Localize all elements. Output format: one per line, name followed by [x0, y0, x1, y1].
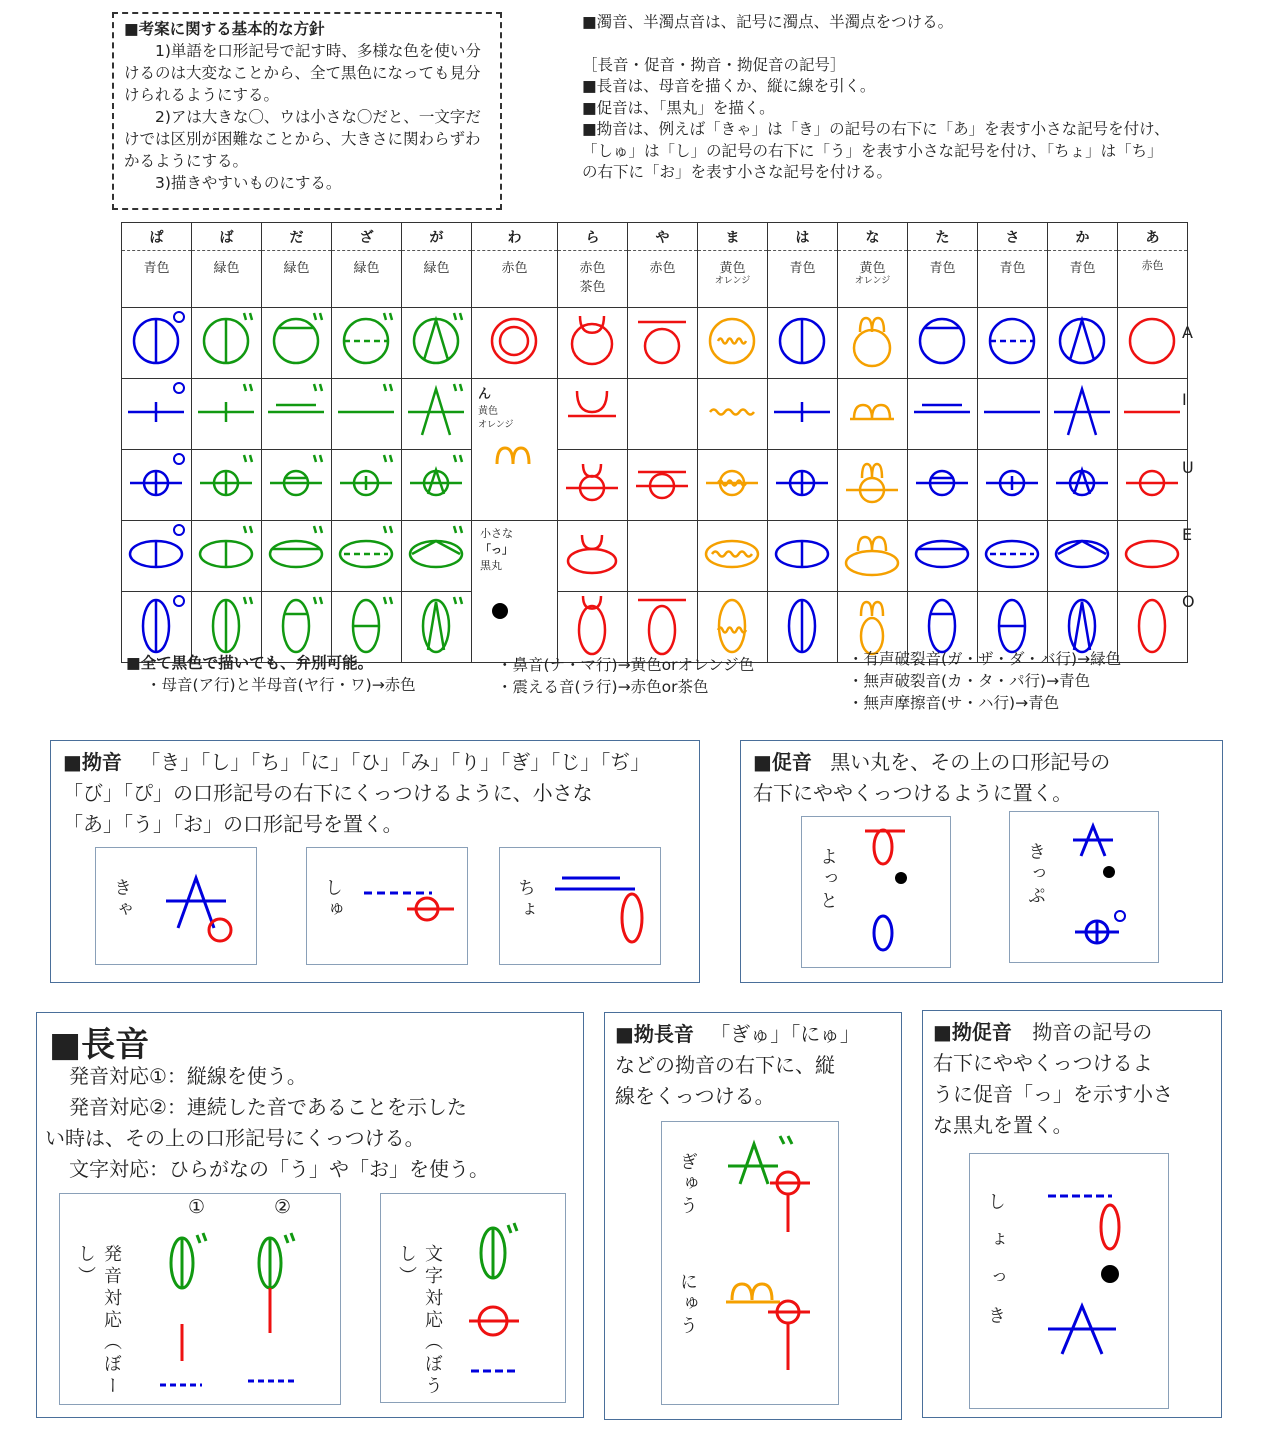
cho-symbol: [550, 863, 660, 958]
kana-header-10: な: [838, 223, 908, 251]
sokuon-text-2: 右下にややくっつけるように置く。: [753, 781, 1073, 805]
sokuon-example-kippu: [1009, 811, 1159, 963]
chouon-letter-label: 文字対応（ぼうし）: [396, 1244, 443, 1398]
symbol-cell: [1118, 379, 1188, 450]
symbol-cell: [838, 450, 908, 521]
symbol-は-o: [768, 592, 837, 658]
note-long: ■長音は、母音を描くか、縦に線を引く。: [582, 77, 876, 95]
policy-box: [112, 12, 502, 210]
color-label: 緑色: [423, 261, 450, 276]
symbol-ば-o: [192, 592, 261, 658]
symbol-cell: [698, 521, 768, 592]
sokuon-example-yotto: [801, 816, 951, 968]
symbol-た-e: [908, 521, 977, 587]
color-label: 黄色: [859, 261, 886, 276]
chouon-line-2: 発音対応②：連続した音であることを示した: [69, 1095, 467, 1119]
chouon-line-3: い時は、その上の口形記号にくっつける。: [45, 1126, 425, 1150]
color-label: 緑色: [353, 261, 380, 276]
yousoku-title: ■拗促音: [933, 1020, 1012, 1044]
n-cell: [472, 379, 558, 521]
color-cell-5: [472, 251, 558, 308]
youon-text-1: 「き」「し」「ち」「に」「ひ」「み」「り」「ぎ」「じ」「ぢ」: [140, 750, 651, 774]
n-symbol: [487, 434, 542, 474]
symbol-cell: [1048, 450, 1118, 521]
kya-symbol: [156, 866, 246, 946]
chouon-pron-symbols: [150, 1229, 330, 1399]
youon-example-shu: [306, 847, 468, 965]
symbol-cell: [472, 308, 558, 379]
color-label: 赤色: [1141, 259, 1164, 272]
symbol-ま-e: [698, 521, 767, 587]
symbol-ま-o: [698, 592, 767, 658]
symbol-ざ-i: [332, 379, 401, 445]
symbol-cell: [192, 308, 262, 379]
legend-a: ・母音(ア行)と半母音(ヤ行・ワ)→赤色: [146, 676, 416, 694]
symbol-ら-i: [558, 379, 627, 445]
kana-header-8: ま: [698, 223, 768, 251]
small-tsu-line2: 「っ」: [480, 543, 513, 556]
symbol-cell: [122, 521, 192, 592]
symbol-cell: [558, 450, 628, 521]
symbol-が-e: [402, 521, 471, 587]
color-cell-9: [768, 251, 838, 308]
color-label: 青色: [1069, 261, 1096, 276]
symbol-ぱ-u: [122, 450, 191, 516]
kana-header-6: ら: [558, 223, 628, 251]
symbol-cell: [768, 450, 838, 521]
symbol-cell: [838, 379, 908, 450]
legend-c1: ・有声破裂音(ガ・ザ・ダ・バ行)→緑色: [848, 650, 1122, 668]
wa-a-symbol: [480, 308, 549, 374]
n-color: 黄色: [478, 406, 498, 417]
symbol-cell: [698, 450, 768, 521]
color-sublabel: オレンジ: [714, 276, 751, 286]
symbol-cell: [768, 308, 838, 379]
symbol-cell: [122, 308, 192, 379]
symbol-や-u: [628, 450, 697, 516]
chouon-num-1: ①: [188, 1196, 206, 1218]
color-label: 緑色: [283, 261, 310, 276]
color-label: 青色: [789, 261, 816, 276]
symbol-さ-u: [978, 450, 1047, 516]
notes-block: [582, 12, 1172, 184]
symbol-ぱ-e: [122, 521, 191, 587]
kana-header-9: は: [768, 223, 838, 251]
kana-header-14: あ: [1118, 223, 1188, 251]
symbol-cell: [908, 450, 978, 521]
symbol-cell: [122, 450, 192, 521]
symbol-cell: [558, 379, 628, 450]
color-cell-11: [908, 251, 978, 308]
legend-col-2: [497, 654, 754, 698]
symbol-ざ-e: [332, 521, 401, 587]
symbol-ば-a: [192, 308, 261, 374]
kana-header-7: や: [628, 223, 698, 251]
symbol-あ-a: [1118, 308, 1187, 374]
color-cell-14: [1118, 251, 1188, 308]
row-u: [122, 450, 1188, 521]
color-cell-10: [838, 251, 908, 308]
symbol-な-a: [838, 308, 907, 374]
symbol-cell: [978, 450, 1048, 521]
symbol-は-i: [768, 379, 837, 445]
symbol-cell: [262, 379, 332, 450]
youchou-box: [604, 1012, 902, 1420]
chouon-title: ■長音: [49, 1025, 150, 1065]
symbol-cell: [122, 379, 192, 450]
sokuon-example-kippu-label: きっぷ: [1025, 842, 1046, 908]
symbol-cell: [558, 308, 628, 379]
color-label: 緑色: [213, 261, 240, 276]
symbol-cell: [628, 308, 698, 379]
symbol-ら-o: [558, 592, 627, 658]
youchou-example-gyuu: ぎゅう: [677, 1152, 698, 1218]
youon-box: [50, 740, 700, 983]
kana-header-12: さ: [978, 223, 1048, 251]
symbol-ま-a: [698, 308, 767, 374]
legend-b1: ・鼻音(ナ・マ行)→黄色orオレンジ色: [497, 656, 755, 674]
yousoku-text-2: 右下にややくっつけるよ: [933, 1051, 1153, 1075]
note-subheading: ［長音・促音・拗音・拗促音の記号］: [582, 55, 846, 74]
symbol-た-u: [908, 450, 977, 516]
chouon-line-4: 文字対応：ひらがなの「う」や「お」を使う。: [69, 1157, 489, 1181]
small-tsu-line3: 黒丸: [480, 559, 502, 572]
symbol-cell: [698, 592, 768, 663]
legend-c2: ・無声破裂音(カ・タ・パ行)→青色: [848, 672, 1091, 690]
color-sublabel: オレンジ: [854, 276, 891, 286]
color-cell-6: [558, 251, 628, 308]
symbol-た-i: [908, 379, 977, 445]
symbol-が-a: [402, 308, 471, 374]
symbol-ま-u: [698, 450, 767, 516]
sokuon-example-yotto-label: よっと: [817, 847, 838, 913]
symbol-cell: [908, 379, 978, 450]
legend-c3: ・無声摩擦音(サ・ハ行)→青色: [848, 694, 1060, 712]
symbol-cell: [402, 521, 472, 592]
note-sokuon: ■促音は、「黒丸」を描く。: [582, 98, 775, 117]
yousoku-box: [922, 1010, 1222, 1418]
symbol-cell: [1048, 379, 1118, 450]
policy-heading: ■考案に関する基本的な方針: [124, 20, 325, 38]
kana-header-11: た: [908, 223, 978, 251]
symbol-ざ-o: [332, 592, 401, 658]
symbol-や-o: [628, 592, 697, 658]
note-youon: ■拗音は、例えば「きゃ」は「き」の記号の右下に「あ」を表す小さな記号を付け、「しゅ」は「し」の記号の右下に「う」を表す小さな記号を付け、「ちょ」は「ち」の右下に「お」を表す小さな記号を付ける。: [582, 120, 1170, 181]
yousoku-text-1: 拗音の記号の: [1032, 1020, 1153, 1044]
youon-title: ■拗音: [63, 750, 122, 774]
youon-example-cho-label: ちょ: [515, 878, 536, 922]
symbol-cell: [1118, 592, 1188, 663]
small-tsu-cell: [472, 521, 558, 663]
youchou-symbols: [722, 1132, 837, 1402]
symbol-ば-e: [192, 521, 261, 587]
chouon-line-1: 発音対応①：縦線を使う。: [69, 1064, 307, 1088]
shu-symbol: [362, 873, 462, 933]
symbol-ば-u: [192, 450, 261, 516]
color-cell-2: [262, 251, 332, 308]
kippu-symbol: [1065, 820, 1155, 960]
policy-item-2: 2)アは大きな〇、ウは小さな〇だと、一文字だけでは区別が困難なことから、大きさに関わらずわかるようにする。: [124, 108, 481, 170]
color-cell-1: [192, 251, 262, 308]
sokuon-text-1: 黒い丸を、その上の口形記号の: [830, 750, 1111, 774]
symbol-cell: [1048, 308, 1118, 379]
youchou-text-1: 「ぎゅ」「にゅ」: [710, 1022, 860, 1046]
symbol-だ-o: [262, 592, 331, 658]
symbol-ら-e: [558, 521, 627, 587]
symbol-cell: [978, 308, 1048, 379]
symbol-ぱ-a: [122, 308, 191, 374]
symbol-cell: [402, 308, 472, 379]
symbol-cell: [698, 308, 768, 379]
sokuon-title: ■促音: [753, 750, 812, 774]
color-label: 赤色: [579, 261, 606, 276]
color-label: 青色: [929, 261, 956, 276]
youon-text-3: 「あ」「う」「お」の口形記号を置く。: [63, 812, 403, 836]
chouon-num-2: ②: [274, 1196, 292, 1218]
color-cell-13: [1048, 251, 1118, 308]
yousoku-example-label: しょっき: [985, 1192, 1006, 1344]
symbol-た-a: [908, 308, 977, 374]
symbol-が-o: [402, 592, 471, 658]
symbol-cell: [978, 379, 1048, 450]
symbol-か-e: [1048, 521, 1117, 587]
color-cell-12: [978, 251, 1048, 308]
row-a: [122, 308, 1188, 379]
yotto-symbol: [857, 823, 947, 963]
color-sublabel: 茶色: [579, 280, 606, 295]
symbol-ぱ-o: [122, 592, 191, 658]
symbol-cell: [1118, 308, 1188, 379]
symbol-cell: [558, 592, 628, 663]
symbol-cell: [1118, 521, 1188, 592]
symbol-あ-e: [1118, 521, 1187, 587]
symbol-ま-i: [698, 379, 767, 445]
symbol-cell: [262, 450, 332, 521]
chouon-example-pronunciation: [59, 1193, 341, 1405]
kana-header-row: [122, 223, 1188, 251]
chouon-pron-label: 発音対応（ぼーし）: [75, 1244, 122, 1398]
symbol-cell: [332, 450, 402, 521]
color-row: [122, 251, 1188, 308]
symbol-あ-i: [1118, 379, 1187, 445]
symbol-cell: [192, 379, 262, 450]
symbol-ぱ-i: [122, 379, 191, 445]
symbol-cell: [1118, 450, 1188, 521]
symbol-な-e: [838, 521, 907, 587]
symbol-は-e: [768, 521, 837, 587]
small-tsu-line1: 小さな: [480, 527, 513, 540]
youchou-text-3: 線をくっつける。: [615, 1084, 775, 1108]
kana-header-4: が: [402, 223, 472, 251]
youon-example-kya-label: きゃ: [111, 878, 132, 922]
kana-symbol-table: [121, 222, 1188, 663]
youon-example-kya: [95, 847, 257, 965]
symbol-だ-a: [262, 308, 331, 374]
symbol-cell: [262, 521, 332, 592]
symbol-cell: [628, 450, 698, 521]
symbol-ら-a: [558, 308, 627, 374]
yousoku-symbols: [1040, 1184, 1160, 1394]
symbol-だ-u: [262, 450, 331, 516]
symbol-cell: [768, 592, 838, 663]
symbol-か-u: [1048, 450, 1117, 516]
symbol-cell: [908, 521, 978, 592]
color-label: 青色: [999, 261, 1026, 276]
symbol-あ-o: [1118, 592, 1187, 658]
symbol-cell: [978, 521, 1048, 592]
symbol-cell: [768, 379, 838, 450]
youchou-title: ■拗長音: [615, 1022, 694, 1046]
symbol-cell: [192, 521, 262, 592]
symbol-cell: [628, 521, 698, 592]
color-cell-8: [698, 251, 768, 308]
symbol-さ-a: [978, 308, 1047, 374]
color-cell-0: [122, 251, 192, 308]
legend-b2: ・震える音(ラ行)→赤色or茶色: [497, 678, 709, 696]
vowel-label-e: E: [1182, 525, 1193, 544]
symbol-cell: [332, 308, 402, 379]
youon-example-cho: [499, 847, 661, 965]
symbol-cell: [908, 308, 978, 379]
symbol-あ-u: [1118, 450, 1187, 516]
symbol-cell: [332, 379, 402, 450]
symbol-cell: [628, 379, 698, 450]
sokuon-dot: [480, 573, 535, 623]
symbol-cell: [838, 521, 908, 592]
chouon-example-letter: [380, 1193, 566, 1403]
n-sublabel: オレンジ: [478, 420, 514, 430]
vowel-label-a: A: [1182, 323, 1193, 342]
youon-text-2: 「び」「ぴ」の口形記号の右下にくっつけるように、小さな: [63, 781, 593, 805]
color-label: 赤色: [501, 261, 528, 276]
symbol-な-i: [838, 379, 907, 445]
youchou-example: [661, 1121, 839, 1405]
symbol-cell: [838, 308, 908, 379]
color-cell-4: [402, 251, 472, 308]
symbol-な-u: [838, 450, 907, 516]
n-kana: ん: [478, 387, 492, 402]
kana-header-1: ば: [192, 223, 262, 251]
symbol-cell: [628, 592, 698, 663]
symbol-が-u: [402, 450, 471, 516]
kana-header-3: ざ: [332, 223, 402, 251]
policy-item-1: 1)単語を口形記号で記す時、多様な色を使い分けるのは大変なことから、全て黒色になっても見分けられるようにする。: [124, 42, 481, 104]
chouon-box: [36, 1012, 584, 1418]
sokuon-box: [740, 740, 1223, 983]
note-dakuten: ■濁音、半濁点音は、記号に濁点、半濁点をつける。: [582, 13, 954, 31]
symbol-cell: [558, 521, 628, 592]
chouon-letter-symbols: [451, 1219, 561, 1389]
kana-header-5: わ: [472, 223, 558, 251]
color-label: 青色: [143, 261, 170, 276]
symbol-や-a: [628, 308, 697, 374]
symbol-ら-u: [558, 450, 627, 516]
symbol-cell: [402, 379, 472, 450]
row-e: [122, 521, 1188, 592]
symbol-は-a: [768, 308, 837, 374]
vowel-label-u: U: [1182, 458, 1194, 477]
symbol-か-i: [1048, 379, 1117, 445]
symbol-cell: [332, 521, 402, 592]
symbol-か-a: [1048, 308, 1117, 374]
symbol-さ-e: [978, 521, 1047, 587]
symbol-さ-i: [978, 379, 1047, 445]
symbol-cell: [192, 450, 262, 521]
legend-col-1: [126, 652, 416, 696]
color-cell-3: [332, 251, 402, 308]
symbol-ざ-u: [332, 450, 401, 516]
symbol-cell: [262, 308, 332, 379]
symbol-cell: [768, 521, 838, 592]
kana-header-13: か: [1048, 223, 1118, 251]
symbol-は-u: [768, 450, 837, 516]
symbol-cell: [402, 450, 472, 521]
color-label: 赤色: [649, 261, 676, 276]
kana-header-2: だ: [262, 223, 332, 251]
youchou-text-2: などの拗音の右下に、縦: [615, 1053, 835, 1077]
youchou-example-nyuu: にゅう: [677, 1272, 698, 1338]
color-cell-7: [628, 251, 698, 308]
yousoku-text-4: な黒丸を置く。: [933, 1113, 1073, 1137]
symbol-が-i: [402, 379, 471, 445]
youon-example-shu-label: しゅ: [322, 878, 343, 922]
yousoku-example: [969, 1153, 1169, 1409]
symbol-だ-e: [262, 521, 331, 587]
kana-header-0: ぱ: [122, 223, 192, 251]
legend-bold: ■全て黒色で描いても、弁別可能。: [126, 654, 374, 672]
color-label: 黄色: [719, 261, 746, 276]
legend-col-3: [848, 648, 1121, 714]
symbol-cell: [698, 379, 768, 450]
symbol-ば-i: [192, 379, 261, 445]
symbol-ざ-a: [332, 308, 401, 374]
row-i: [122, 379, 1188, 450]
vowel-label-o: O: [1182, 592, 1195, 611]
vowel-label-i: I: [1182, 390, 1187, 409]
yousoku-text-3: うに促音「っ」を示す小さ: [933, 1082, 1173, 1106]
symbol-cell: [1048, 521, 1118, 592]
symbol-だ-i: [262, 379, 331, 445]
policy-item-3: 3)描きやすいものにする。: [155, 174, 342, 192]
